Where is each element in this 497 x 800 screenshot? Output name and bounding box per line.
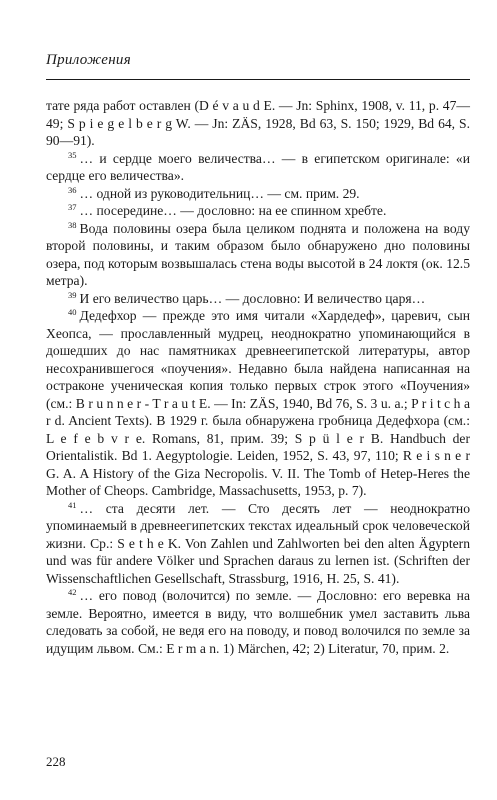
note-text: И его величество царь… — дословно: И величество царя… bbox=[79, 290, 426, 306]
note-text: … ста десяти лет. — Сто десять лет — неоднократно упоминаемый в древнеегипетских текстах идеальный срок человеческой жизни. Ср.: S e t h e K. Von Zahlen und Zahlworten bei den alten Ägyptern und was für andere Völker und Sprachen daraus zu lernen ist. (Schriften der Wissenschaftlichen Gesellschaft, Strassburg, 1916, H. 25, S. 41). bbox=[46, 500, 470, 586]
note-37 bbox=[46, 202, 470, 220]
note-35 bbox=[46, 150, 470, 185]
note-39 bbox=[46, 290, 470, 308]
note-text: тате ряда работ оставлен (D é v a u d E. — Jn: Sphinx, 1908, v. 11, p. 47—49; S p i e g e l b e r g W. — Jn: ZÄS, 1928, Bd 63, S. 150; 1929, Bd 64, S. 90—91). bbox=[46, 98, 470, 148]
notes-body bbox=[46, 97, 470, 657]
note-number: 40 bbox=[68, 307, 77, 317]
header-rule bbox=[46, 79, 470, 80]
note-text: … его повод (волочится) по земле. — Дословно: его веревка на земле. Вероятно, имеется в виду, что волшебник умел заставить льва следовать за собой, не ведя его на поводу, и повод волочился по земле за идущим львом. См.: E r m a n. 1) Märchen, 42; 2) Literatur, 70, прим. 2. bbox=[46, 588, 470, 656]
note-continuation bbox=[46, 97, 470, 150]
note-text: … посередине… — дословно: на ее спинном хребте. bbox=[79, 203, 387, 218]
note-42 bbox=[46, 587, 470, 657]
note-40 bbox=[46, 307, 470, 500]
note-number: 35 bbox=[68, 149, 77, 160]
note-number: 37 bbox=[68, 202, 77, 212]
note-36 bbox=[46, 185, 470, 203]
note-number: 42 bbox=[68, 587, 77, 597]
note-text: Вода половины озера была целиком поднята и положена на воду второй половины, и таким образом было обнаружено дно половины озера, под которым возвышалась стена воды высотой в 24 локтя (ок. 12.5 метра). bbox=[46, 220, 470, 288]
note-41 bbox=[46, 500, 470, 588]
note-number: 41 bbox=[68, 499, 77, 510]
running-head: Приложения bbox=[46, 52, 132, 68]
note-number: 36 bbox=[68, 184, 77, 195]
note-text: … одной из руководительниц… — см. прим. 29. bbox=[79, 185, 360, 201]
note-text: … и сердце моего величества… — в египетском оригинале: «и сердце его величества». bbox=[46, 150, 470, 183]
page-number: 228 bbox=[46, 754, 66, 769]
note-text: Дедефхор — прежде это имя читали «Хардедеф», царевич, сын Хеопса, — прославленный мудрец, неоднократно упоминающийся в дошедших до нас памятниках древнеегипетской литературы, автор несохранившегося «поучения». Недавно была найдена написанная на остраконе ученическая копия только первых строк этого «Поучения» (см.: B r u n n e r - T r a u t E. — In: ZÄS, 1940, Bd 76, S. 3 u. a.; P r i t c h a r d. Ancient Texts). В 1929 г. была обнаружена гробница Дедефхора (см.: L e f e b v r e. Romans, 81, прим. 39; S p ü l e r B. Handbuch der Orientalistik. Bd 1. Aegyptologie. Leiden, 1952, S. 43, 97, 110; R e i s n e r G. A. A History of the Giza Necropolis. V. II. The Tomb of Hetep-Heres the Mother of Cheops. Cambridge, Massachusetts, 1953, p. 7). bbox=[46, 308, 470, 498]
note-number: 38 bbox=[68, 219, 77, 230]
note-38 bbox=[46, 220, 470, 290]
note-number: 39 bbox=[68, 289, 77, 300]
